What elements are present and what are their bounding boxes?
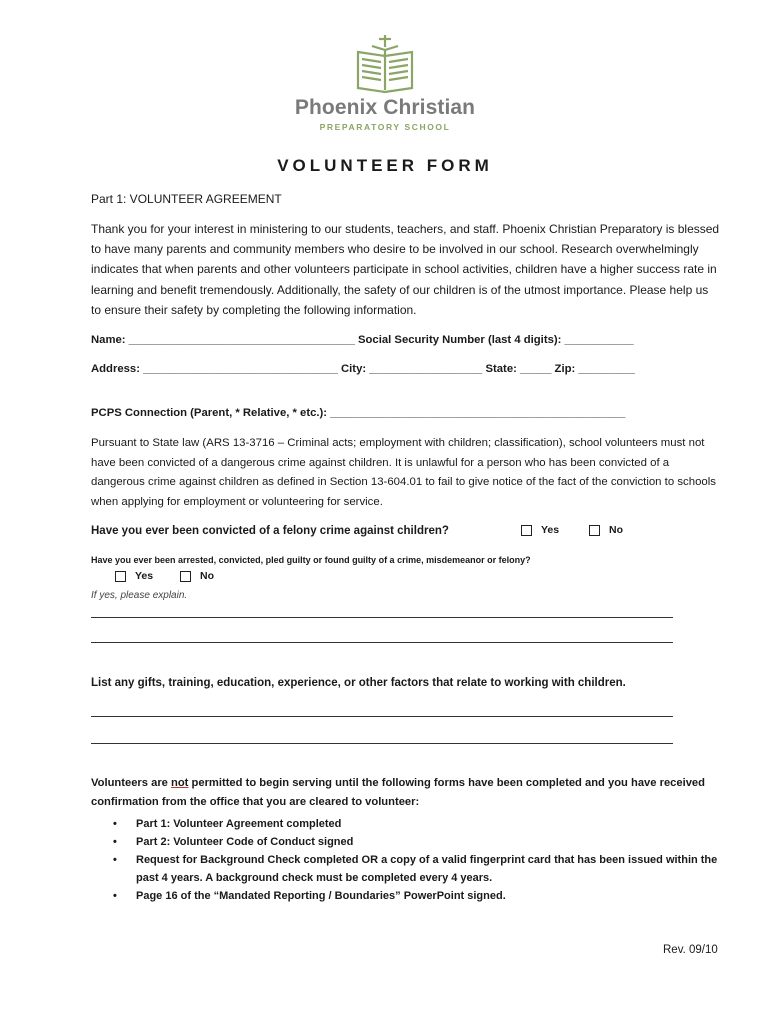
no-label: No bbox=[609, 524, 623, 536]
felony-yes-checkbox[interactable] bbox=[521, 524, 559, 536]
notice-text-end: permitted to begin serving until the following forms have been completed and you have received confirmation from the office that you are cleared to volunteer: bbox=[91, 777, 705, 808]
list-item: • Part 2: Volunteer Code of Conduct signed bbox=[113, 836, 354, 848]
arrest-no-checkbox[interactable] bbox=[180, 570, 214, 582]
felony-question: Have you ever been convicted of a felony crime against children? bbox=[91, 525, 449, 537]
school-subtitle: PREPARATORY SCHOOL bbox=[319, 122, 451, 132]
arrest-yes-checkbox[interactable] bbox=[115, 570, 153, 582]
no-label: No bbox=[200, 570, 214, 582]
gifts-prompt: List any gifts, training, education, experience, or other factors that relate to working with children. bbox=[91, 677, 626, 689]
felony-no-checkbox[interactable] bbox=[589, 524, 623, 536]
explain-line-1[interactable] bbox=[91, 617, 673, 618]
requirement-text: Part 2: Volunteer Code of Conduct signed bbox=[136, 836, 354, 848]
requirement-text: Part 1: Volunteer Agreement completed bbox=[136, 818, 342, 830]
list-item: • Request for Background Check completed OR a copy of a valid fingerprint card that has been issued within the past 4 years. A background check must be completed every 4 years. bbox=[113, 854, 718, 884]
yes-label: Yes bbox=[135, 570, 154, 582]
intro-paragraph: Thank you for your interest in ministering to our students, teachers, and staff. Phoenix Christian Preparatory is blessed to have many parents and community members who desire to be involved in our school. Research overwhelmingly indicates that when parents and other volunteers participate in school activities, children have a higher success rate in learning and benefit tremendously. Additionally, the safety of our children is of the utmost importance. Please help us to ensure their safety by completing the following information. bbox=[91, 222, 720, 317]
clearance-notice bbox=[91, 774, 711, 812]
form-title: VOLUNTEER FORM bbox=[277, 156, 493, 175]
explain-line-2[interactable] bbox=[91, 642, 673, 643]
checkbox-icon[interactable] bbox=[115, 571, 126, 582]
notice-text-start: Volunteers are bbox=[91, 777, 171, 789]
checkbox-icon[interactable] bbox=[589, 525, 600, 536]
pcps-connection-field[interactable]: PCPS Connection (Parent, * Relative, * etc.): _______________________________________________ bbox=[91, 407, 626, 419]
part-title: Part 1: VOLUNTEER AGREEMENT bbox=[91, 192, 282, 206]
checkbox-icon[interactable] bbox=[180, 571, 191, 582]
list-item: • Part 1: Volunteer Agreement completed bbox=[113, 818, 342, 830]
revision-label: Rev. 09/10 bbox=[663, 944, 718, 956]
requirement-text: Request for Background Check completed OR a copy of a valid fingerprint card that has been issued within the past 4 years. A background check must be completed every 4 years. bbox=[136, 854, 718, 884]
requirements-list bbox=[91, 815, 731, 905]
gifts-line-2[interactable] bbox=[91, 743, 673, 744]
yes-label: Yes bbox=[541, 524, 560, 536]
school-name: Phoenix Christian bbox=[294, 96, 476, 119]
state-law-paragraph: Pursuant to State law (ARS 13-3716 – Criminal acts; employment with children; classification), school volunteers must not have been convicted of a dangerous crime against children. It is unlawful for a person who has been convicted of a dangerous crime against children as defined in Section 13-604.01 to fail to give notice of the fact of the conviction to schools when applying for employment or volunteering for service. bbox=[91, 437, 716, 509]
open-book-cross-icon bbox=[350, 34, 420, 96]
name-ssn-field[interactable]: Name: ____________________________________ Social Security Number (last 4 digits): ___________ bbox=[91, 334, 634, 346]
explain-prompt: If yes, please explain. bbox=[91, 590, 188, 601]
gifts-line-1[interactable] bbox=[91, 716, 673, 717]
arrest-question: Have you ever been arrested, convicted, pled guilty or found guilty of a crime, misdemeanor or felony? bbox=[91, 555, 531, 565]
address-field[interactable]: Address: _______________________________ City: __________________ State: _____ Zip: _________ bbox=[91, 363, 635, 375]
notice-not: not bbox=[171, 777, 189, 789]
list-item: • Page 16 of the “Mandated Reporting / Boundaries” PowerPoint signed. bbox=[113, 890, 506, 902]
checkbox-icon[interactable] bbox=[521, 525, 532, 536]
requirement-text: Page 16 of the “Mandated Reporting / Boundaries” PowerPoint signed. bbox=[136, 890, 506, 902]
school-logo bbox=[0, 34, 770, 132]
